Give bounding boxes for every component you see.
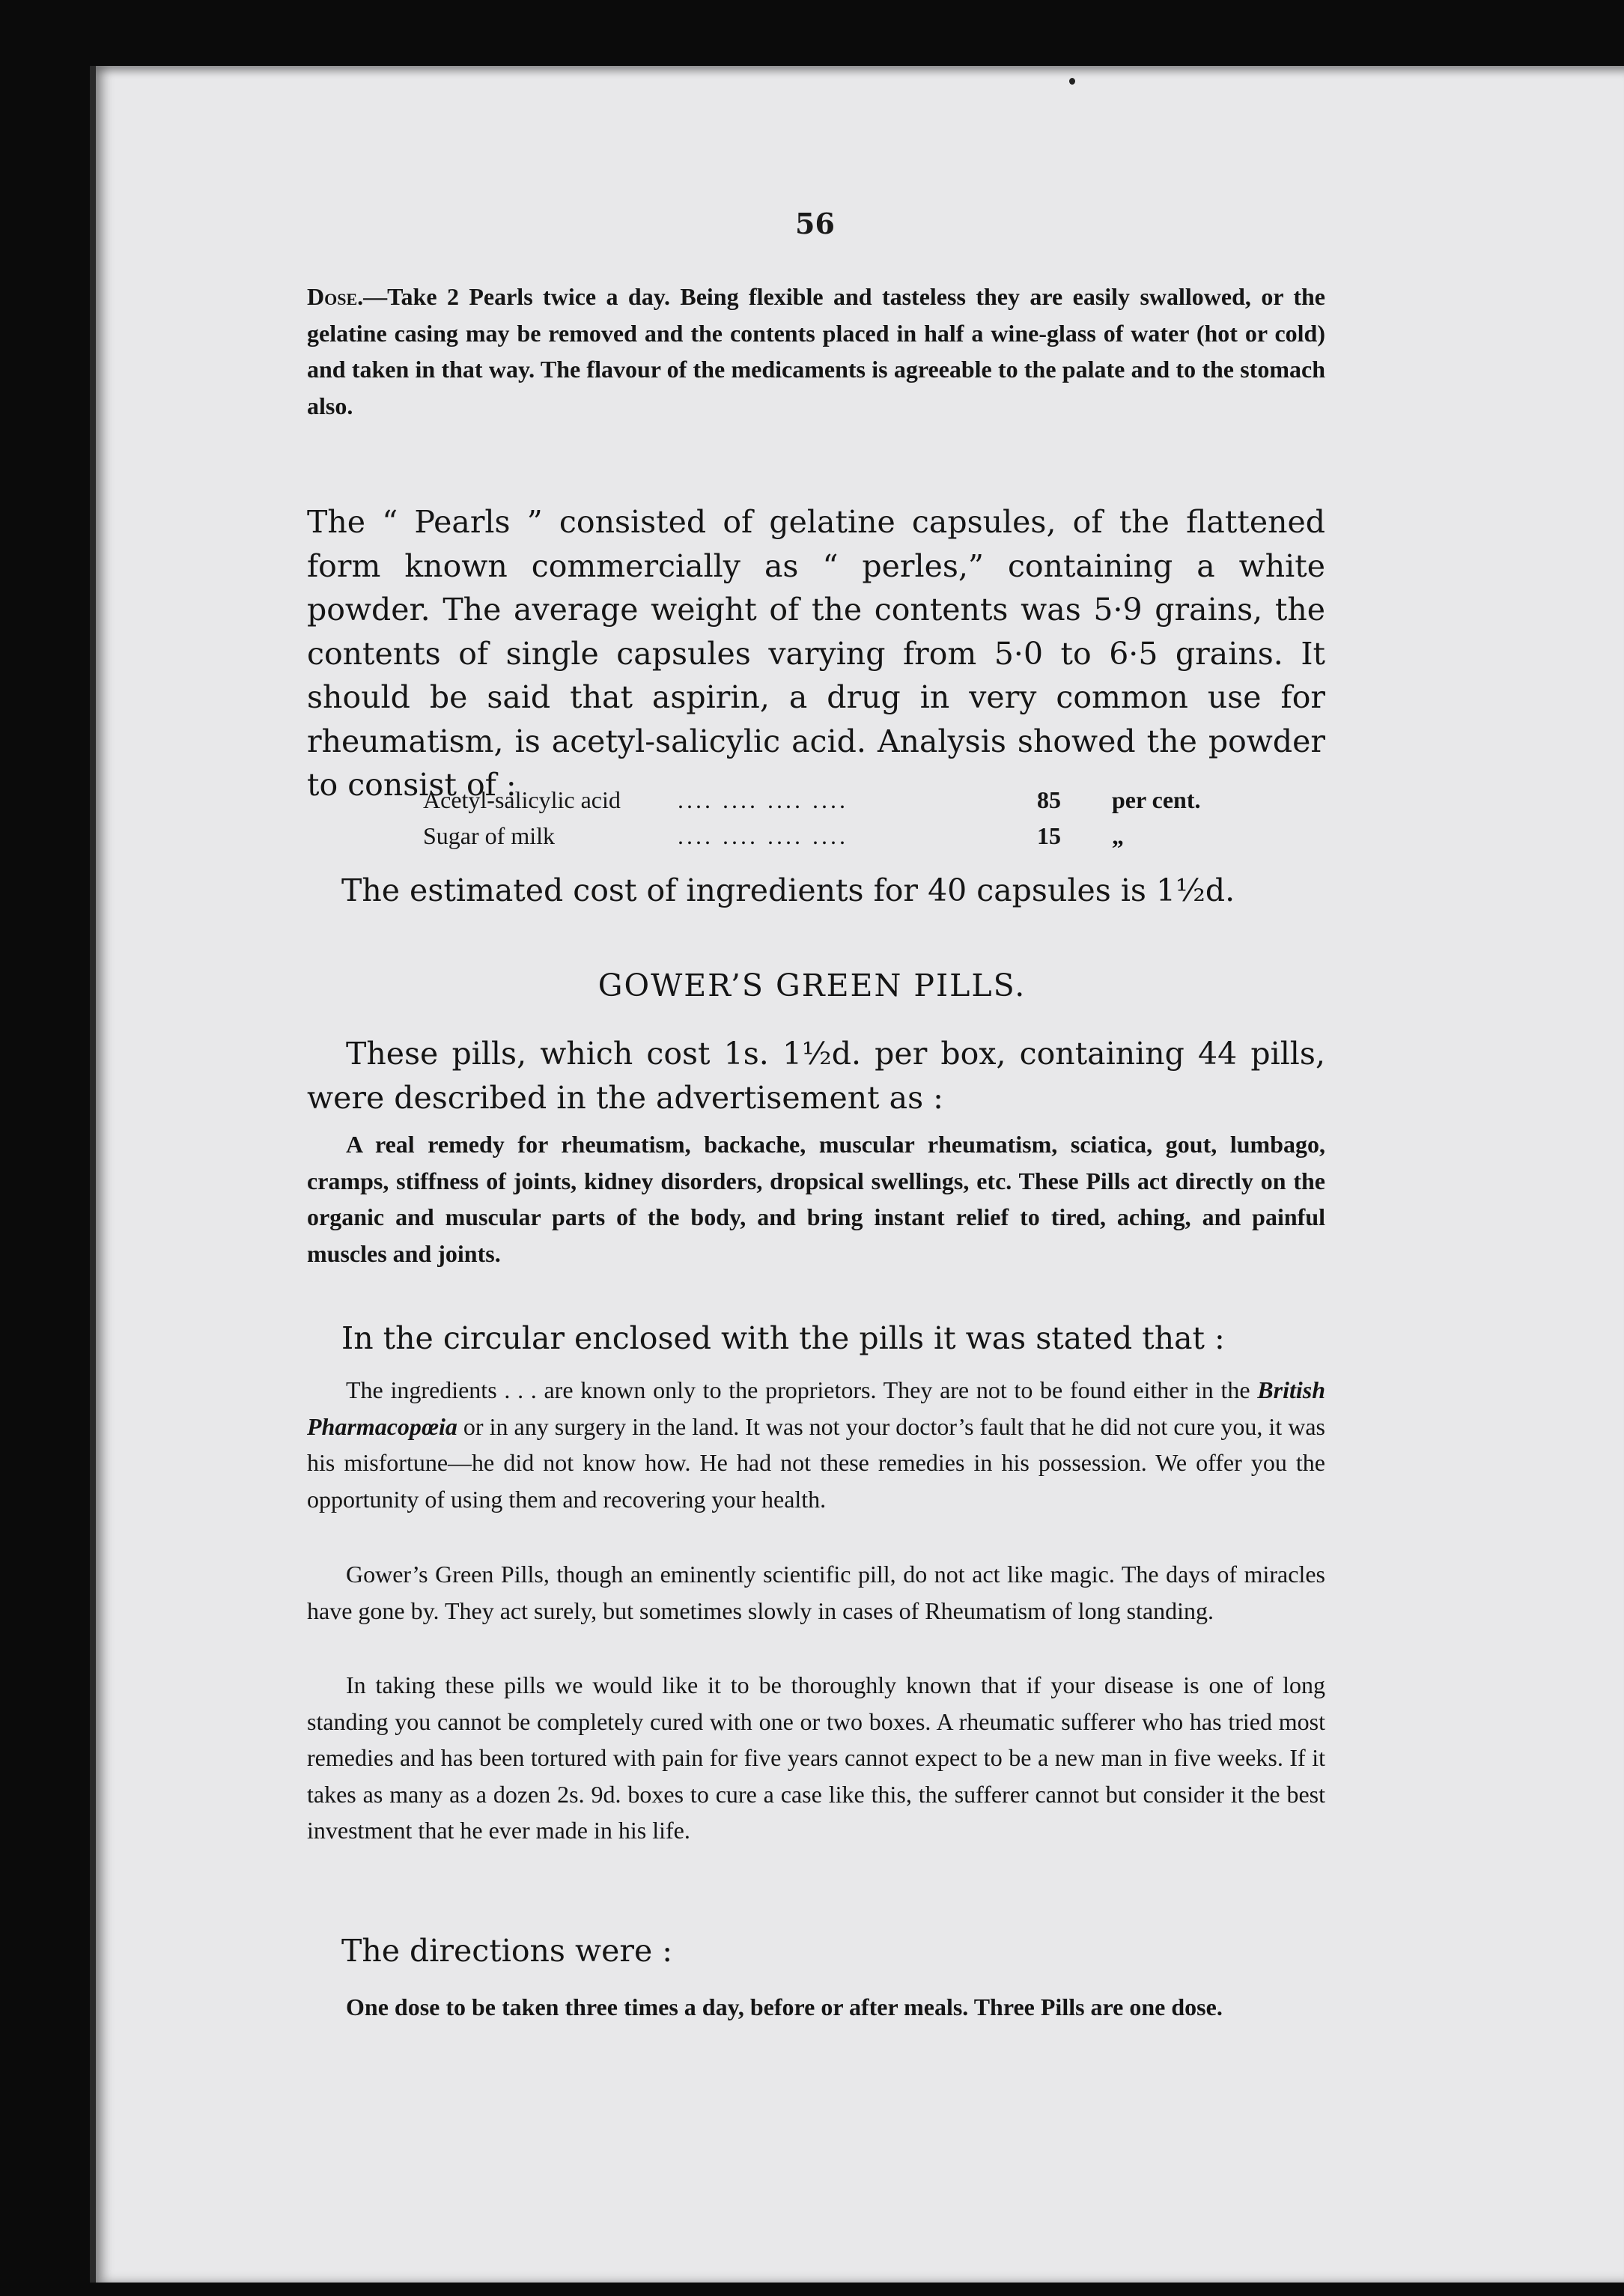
circular-paragraph-2: Gower’s Green Pills, though an eminently scientific pill, do not act like magic. The days of miracles have gone by. They act surely, but sometimes slowly in cases of Rheumatism of long standing.: [307, 1561, 1325, 1624]
dose-label: Dose.: [307, 283, 364, 310]
circular-paragraph-3: In taking these pills we would like it to be thoroughly known that if your disease is one of long standing you cannot be completely cured with one or two boxes. A rheumatic sufferer who has tried most remedies and has been tortured with pain for five years cannot expect to be a new man in five weeks. If it takes as many as a dozen 2s. 9d. boxes to cure a case like this, the sufferer cannot but consider it the best investment that he ever made in his life.: [307, 1671, 1325, 1844]
circular-paragraph-1: [307, 1372, 1325, 1517]
pharmacopoeia-title: British Pharmacopœia: [307, 1376, 1325, 1440]
page-number: 56: [795, 207, 835, 240]
cost-line: The estimated cost of ingredients for 40 capsules is 1½d.: [341, 872, 1235, 908]
ingredient-value: 85: [1037, 786, 1061, 813]
ingredient-name: Sugar of milk: [423, 821, 555, 849]
dose-text: —Take 2 Pearls twice a day. Being flexible and tasteless they are easily swallowed, or the gelatine casing may be removed and the contents placed in half a wine-glass of water (hot or cold) and taken in that way. The flavour of the medicaments is agreeable to the palate and to the stomach also.: [307, 283, 1325, 419]
directions-text: One dose to be taken three times a day, before or after meals. Three Pills are one dose.: [346, 1993, 1223, 2020]
pearls-paragraph: The “ Pearls ” consisted of gelatine capsules, of the flattened form known commercially as “ perles,” containing a white powder. The average weight of the contents was 5·9 grains, the contents of single capsules varying from 5·0 to 6·5 grains. It should be said that aspirin, a drug in very common use for rheumatism, is acetyl-salicylic acid. Analysis showed the powder to consist of :: [307, 504, 1325, 803]
directions-intro: The directions were :: [341, 1933, 673, 1969]
circular-intro: In the circular enclosed with the pills it was stated that :: [341, 1320, 1225, 1356]
circular-p1-text: The ingredients . . . are known only to the proprietors. They are not to be found either in the: [346, 1376, 1258, 1403]
ingredient-unit: „: [1112, 821, 1124, 849]
ink-speck: [1069, 78, 1075, 85]
dose-paragraph: [307, 279, 1325, 424]
ingredient-value: 15: [1037, 821, 1061, 849]
composition-row: [423, 782, 1284, 818]
leader-dots: .... .... .... ....: [678, 786, 848, 813]
leader-dots: .... .... .... ....: [678, 821, 848, 849]
composition-table: [423, 782, 1284, 854]
composition-row: [423, 818, 1284, 854]
advert-quote: A real remedy for rheumatism, backache, muscular rheumatism, sciatica, gout, lumbago, cramps, stiffness of joints, kidney disorders, dropsical swellings, etc. These Pills act directly on the organic and muscular parts of the body, and bring instant relief to tired, aching, and painful muscles and joints.: [307, 1131, 1325, 1267]
section-heading: GOWER’S GREEN PILLS.: [597, 968, 1027, 1003]
ingredient-name: Acetyl-salicylic acid: [423, 786, 621, 813]
ingredient-unit: per cent.: [1112, 786, 1201, 813]
circular-p1-text-end: or in any surgery in the land. It was not your doctor’s fault that he did not cure you, it was his misfortune—he did not know how. He had not these remedies in his possession. We offer you the opportunity of using them and recovering your health.: [307, 1412, 1325, 1513]
gower-intro: These pills, which cost 1s. 1½d. per box, containing 44 pills, were described in the advertisement as :: [307, 1036, 1325, 1116]
